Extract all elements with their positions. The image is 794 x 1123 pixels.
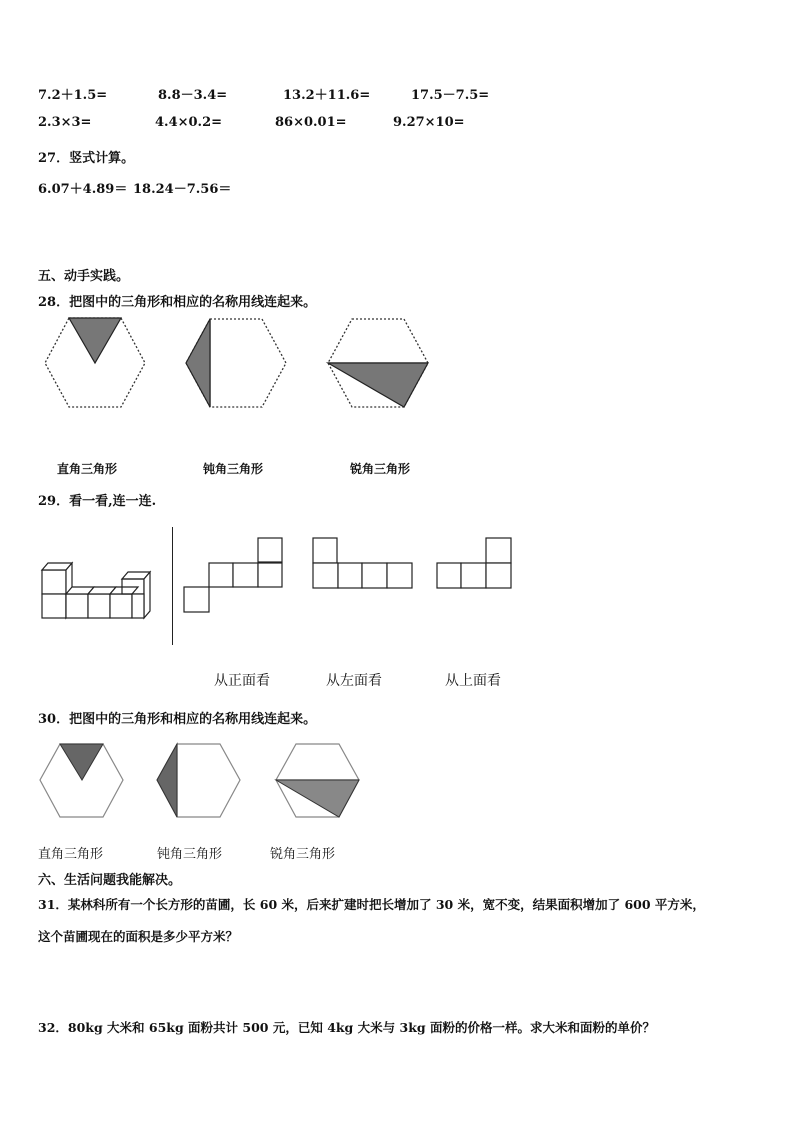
question-31-line-1: 31．某林科所有一个长方形的苗圃，长 60 米，后来扩建时把长增加了 30 米，宽不变，结果面积增加了 600 平方米， <box>38 897 705 912</box>
triangle-name-label: 锐角三角形 <box>350 462 411 476</box>
question-31-line-2: 这个苗圃现在的面积是多少平方米？ <box>38 929 239 944</box>
arith-item: 13.2＋11.6= <box>283 88 371 103</box>
view-direction-label: 从左面看 <box>326 673 382 689</box>
hexagon-figure-right-triangle <box>44 317 146 409</box>
arith-item: 7.2＋1.5= <box>38 88 108 103</box>
arith-item: 9.27×10= <box>393 115 465 130</box>
triangle-name-label: 钝角三角形 <box>157 847 223 862</box>
question-30-title: 30．把图中的三角形和相应的名称用线连起来。 <box>38 712 317 727</box>
arith-item: 2.3×3= <box>38 115 92 130</box>
vertical-calc-item: 6.07＋4.89＝ <box>38 182 128 197</box>
view-direction-label: 从正面看 <box>214 673 270 689</box>
view-grid-option-3 <box>436 537 516 591</box>
section-5-heading: 五、动手实践。 <box>38 269 130 284</box>
triangle-name-label: 钝角三角形 <box>203 462 264 476</box>
arith-item: 8.8－3.4= <box>158 88 228 103</box>
triangle-name-label: 直角三角形 <box>57 462 118 476</box>
hexagon-figure-right-triangle <box>39 743 125 819</box>
question-32: 32．80kg 大米和 65kg 面粉共计 500 元，已知 4kg 大米与 3kg 面粉的价格一样。求大米和面粉的单价？ <box>38 1020 655 1035</box>
view-direction-label: 从上面看 <box>445 673 501 689</box>
divider-line <box>172 527 173 645</box>
hexagon-figure-acute-triangle <box>327 318 429 408</box>
arith-item: 17.5－7.5= <box>411 88 490 103</box>
vertical-calc-item: 18.24－7.56＝ <box>133 182 232 197</box>
question-29-title: 29．看一看,连一连. <box>38 494 157 509</box>
hexagon-figure-acute-triangle <box>275 743 361 819</box>
arith-item: 86×0.01= <box>275 115 347 130</box>
question-28-title: 28．把图中的三角形和相应的名称用线连起来。 <box>38 295 317 310</box>
triangle-name-label: 直角三角形 <box>38 847 104 862</box>
hexagon-figure-obtuse-triangle <box>185 318 287 408</box>
hexagon-figure-obtuse-triangle <box>156 743 242 819</box>
section-6-heading: 六、生活问题我能解决。 <box>38 873 182 888</box>
arith-item: 4.4×0.2= <box>155 115 223 130</box>
triangle-name-label: 锐角三角形 <box>270 847 336 862</box>
view-grid-option-2 <box>312 537 416 591</box>
cube-stack-3d-figure <box>40 560 155 620</box>
question-27-title: 27．竖式计算。 <box>38 151 135 166</box>
view-grid-option-1 <box>183 537 285 615</box>
